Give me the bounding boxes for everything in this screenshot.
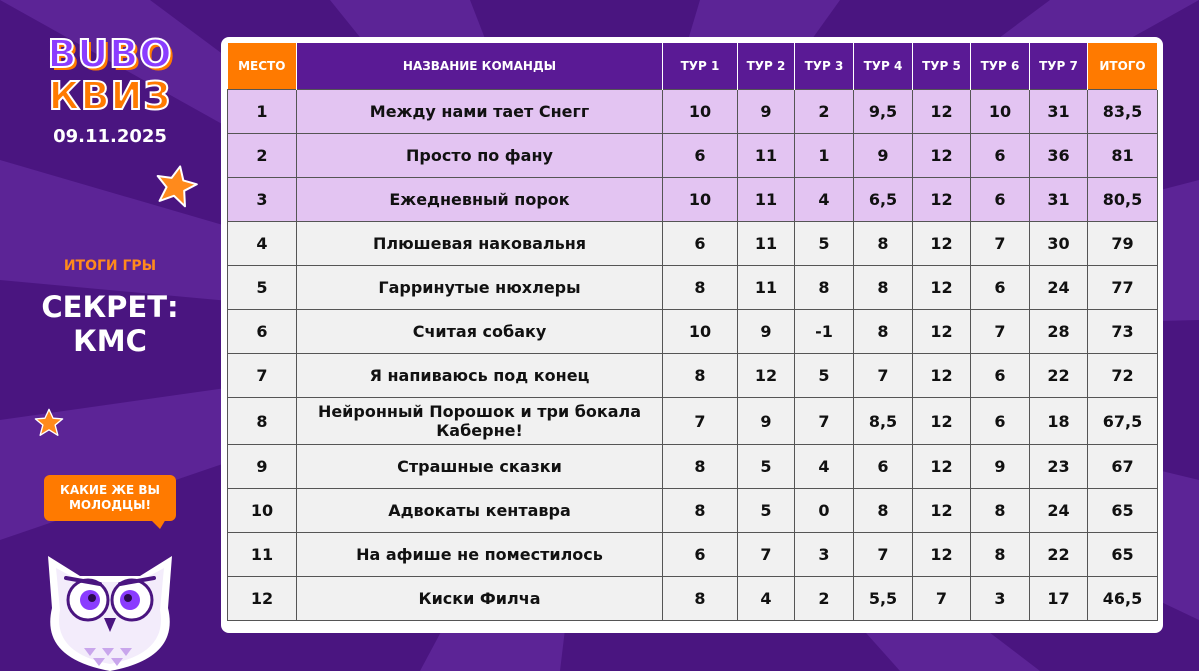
cell-team-name: Считая собаку [297,310,663,354]
star-icon [34,408,64,438]
cell-round-5: 12 [913,354,971,398]
cell-team-name: Гарринутые нюхлеры [297,266,663,310]
column-header-round-2: ТУР 2 [738,43,795,90]
owl-mascot-icon [30,548,190,671]
cell-round-1: 6 [663,222,738,266]
cell-total: 80,5 [1088,178,1158,222]
cell-team-name: На афише не поместилось [297,533,663,577]
cell-round-5: 12 [913,178,971,222]
cell-place: 10 [228,489,297,533]
cell-round-7: 36 [1030,134,1088,178]
cell-round-3: 8 [795,266,854,310]
cell-round-1: 7 [663,398,738,445]
cell-round-3: 5 [795,222,854,266]
cell-round-5: 12 [913,398,971,445]
cell-round-7: 24 [1030,266,1088,310]
cell-round-1: 6 [663,533,738,577]
cell-round-4: 8 [854,222,913,266]
cell-place: 7 [228,354,297,398]
table-row [228,489,1158,533]
cell-round-3: 3 [795,533,854,577]
cell-round-1: 8 [663,489,738,533]
cell-round-1: 10 [663,178,738,222]
cell-total: 79 [1088,222,1158,266]
results-table-panel [221,37,1163,633]
cell-round-3: -1 [795,310,854,354]
cell-team-name: Киски Филча [297,577,663,621]
cell-total: 72 [1088,354,1158,398]
cell-round-3: 4 [795,178,854,222]
cell-round-6: 7 [971,222,1030,266]
game-title [0,290,220,358]
star-icon [154,164,198,208]
cell-round-5: 12 [913,445,971,489]
table-row [228,90,1158,134]
cell-team-name: Я напиваюсь под конец [297,354,663,398]
cell-round-4: 6 [854,445,913,489]
cell-round-2: 11 [738,222,795,266]
cell-team-name: Плюшевая наковальня [297,222,663,266]
cell-round-7: 17 [1030,577,1088,621]
table-row [228,134,1158,178]
table-row [228,354,1158,398]
cell-round-7: 31 [1030,178,1088,222]
game-title-line2: КМС [73,324,147,358]
table-row [228,178,1158,222]
cell-round-3: 4 [795,445,854,489]
cell-round-5: 12 [913,266,971,310]
cell-round-7: 30 [1030,222,1088,266]
cell-place: 12 [228,577,297,621]
column-header-team-name: НАЗВАНИЕ КОМАНДЫ [297,43,663,90]
column-header-round-7: ТУР 7 [1030,43,1088,90]
cell-round-2: 11 [738,266,795,310]
cell-round-4: 8,5 [854,398,913,445]
column-header-round-4: ТУР 4 [854,43,913,90]
cell-round-4: 7 [854,354,913,398]
cell-round-5: 7 [913,577,971,621]
table-row [228,222,1158,266]
cell-total: 67,5 [1088,398,1158,445]
cell-round-6: 7 [971,310,1030,354]
speech-bubble: КАКИЕ ЖЕ ВЫ МОЛОДЦЫ! [44,475,176,521]
cell-total: 73 [1088,310,1158,354]
cell-total: 83,5 [1088,90,1158,134]
cell-round-1: 8 [663,354,738,398]
table-row [228,533,1158,577]
speech-bubble-tail [150,519,166,529]
cell-round-6: 8 [971,489,1030,533]
cell-round-6: 8 [971,533,1030,577]
cell-round-5: 12 [913,90,971,134]
cell-place: 4 [228,222,297,266]
cell-round-2: 9 [738,398,795,445]
cell-round-4: 6,5 [854,178,913,222]
cell-round-2: 7 [738,533,795,577]
cell-place: 8 [228,398,297,445]
logo-bottom: КВИЗ [48,74,172,118]
column-header-round-1: ТУР 1 [663,43,738,90]
column-header-round-5: ТУР 5 [913,43,971,90]
cell-round-6: 6 [971,398,1030,445]
cell-round-5: 12 [913,489,971,533]
cell-round-7: 22 [1030,354,1088,398]
cell-round-1: 10 [663,310,738,354]
cell-team-name: Между нами тает Снегг [297,90,663,134]
cell-round-7: 18 [1030,398,1088,445]
table-row [228,398,1158,445]
cell-round-7: 23 [1030,445,1088,489]
cell-place: 11 [228,533,297,577]
game-date: 09.11.2025 [53,126,167,147]
cell-round-4: 5,5 [854,577,913,621]
cell-round-2: 11 [738,134,795,178]
column-header-round-6: ТУР 6 [971,43,1030,90]
cell-round-7: 24 [1030,489,1088,533]
table-row [228,445,1158,489]
cell-round-5: 12 [913,533,971,577]
cell-round-6: 9 [971,445,1030,489]
cell-round-7: 31 [1030,90,1088,134]
cell-round-4: 8 [854,266,913,310]
cell-team-name: Просто по фану [297,134,663,178]
cell-round-4: 8 [854,489,913,533]
cell-round-2: 11 [738,178,795,222]
column-header-total: ИТОГО [1088,43,1158,90]
cell-team-name: Нейронный Порошок и три бокала Каберне! [297,398,663,445]
logo-top: BUBO [47,32,173,76]
cell-team-name: Ежедневный порок [297,178,663,222]
cell-round-4: 9 [854,134,913,178]
table-row [228,577,1158,621]
cell-total: 67 [1088,445,1158,489]
sidebar [0,0,220,671]
cell-total: 46,5 [1088,577,1158,621]
cell-round-7: 22 [1030,533,1088,577]
cell-round-6: 6 [971,354,1030,398]
cell-round-6: 3 [971,577,1030,621]
cell-round-3: 1 [795,134,854,178]
cell-round-7: 28 [1030,310,1088,354]
column-header-place: МЕСТО [228,43,297,90]
cell-team-name: Адвокаты кентавра [297,489,663,533]
cell-round-5: 12 [913,310,971,354]
cell-round-1: 8 [663,266,738,310]
cell-round-2: 9 [738,310,795,354]
cell-round-6: 10 [971,90,1030,134]
results-table [227,43,1158,621]
table-header-row [228,43,1158,90]
cell-round-1: 8 [663,577,738,621]
cell-place: 9 [228,445,297,489]
cell-round-2: 9 [738,90,795,134]
cell-team-name: Страшные сказки [297,445,663,489]
cell-round-4: 9,5 [854,90,913,134]
cell-round-6: 6 [971,134,1030,178]
cell-total: 65 [1088,533,1158,577]
table-row [228,266,1158,310]
cell-round-1: 6 [663,134,738,178]
cell-round-1: 8 [663,445,738,489]
cell-place: 2 [228,134,297,178]
cell-place: 6 [228,310,297,354]
cell-total: 65 [1088,489,1158,533]
cell-round-1: 10 [663,90,738,134]
cell-round-4: 7 [854,533,913,577]
cell-total: 77 [1088,266,1158,310]
cell-total: 81 [1088,134,1158,178]
cell-round-5: 12 [913,134,971,178]
cell-place: 1 [228,90,297,134]
cell-round-4: 8 [854,310,913,354]
cell-place: 3 [228,178,297,222]
table-row [228,310,1158,354]
cell-round-5: 12 [913,222,971,266]
cell-round-6: 6 [971,266,1030,310]
cell-round-2: 5 [738,445,795,489]
cell-round-2: 5 [738,489,795,533]
cell-round-2: 12 [738,354,795,398]
cell-round-6: 6 [971,178,1030,222]
game-title-line1: СЕКРЕТ: [41,290,179,324]
cell-round-2: 4 [738,577,795,621]
cell-round-3: 0 [795,489,854,533]
cell-round-3: 5 [795,354,854,398]
column-header-round-3: ТУР 3 [795,43,854,90]
cell-round-3: 7 [795,398,854,445]
cell-round-3: 2 [795,577,854,621]
cell-place: 5 [228,266,297,310]
results-label: ИТОГИ ГРЫ [63,258,157,274]
cell-round-3: 2 [795,90,854,134]
